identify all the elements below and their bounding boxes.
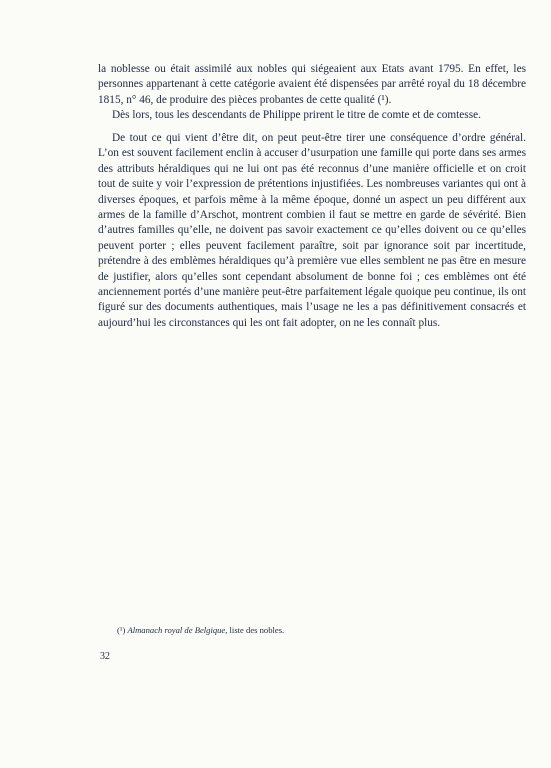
paragraph: De tout ce qui vient d’être dit, on peut peut-être tirer une conséquence d’ordre général. L’on est souvent facilement enclin à accuser d’usurpation une famille qui porte dans ses armes des attributs héraldiques qui ne lui ont pas été reconnus d’une manière officielle et on croit tout de suite y voir l’expression de prétentions injustifiées. Les nombreuses variantes qui ont à diverses époques, et parfois même à la même époque, donné un aspect un peu différent aux armes de la famille d’Arschot, montrent combien il faut se mettre en garde de sévérité. Bien d’autres familles qu’elle, ne doivent pas savoir exactement ce qu’elles doivent ou ce qu’elles peuvent porter ; elles peuvent facilement paraître, soit par ignorance soit par incertitude, prétendre à des emblèmes héraldiques qu’à première vue elles semblent ne pas être en mesure de justifier, alors qu’elles sont cependant absolument de bonne foi ; ces emblèmes ont été anciennement portés d’une manière peut-être parfaitement légale quoique peu continue, ils ont figuré sur des documents authentiques, mais l’usage ne les a pas définitivement consacrés et aujourd’hui les circonstances qui les ont fait adopter, on ne les connaît plus. xyxy=(98,132,526,329)
paragraph: Dès lors, tous les descendants de Philippe prirent le titre de comte et de comtesse. xyxy=(112,109,481,122)
footnote-title: Almanach royal de Belgique xyxy=(127,625,226,635)
body-text-block-1 xyxy=(98,62,526,124)
paragraph: la noblesse ou était assimilé aux nobles qui siégeaient aux Etats avant 1795. En effet, les personnes appartenant à cette catégorie avaient été dispensées par arrêté royal du 18 décembre 1815, n° 46, de produire des pièces probantes de cette qualité (¹). xyxy=(98,63,526,106)
body-text-block-2 xyxy=(98,131,526,331)
footnote-marker: (¹) xyxy=(117,625,126,635)
page-number: 32 xyxy=(100,651,110,662)
footnote xyxy=(117,625,284,636)
footnote-rest: , liste des nobles. xyxy=(225,625,285,635)
